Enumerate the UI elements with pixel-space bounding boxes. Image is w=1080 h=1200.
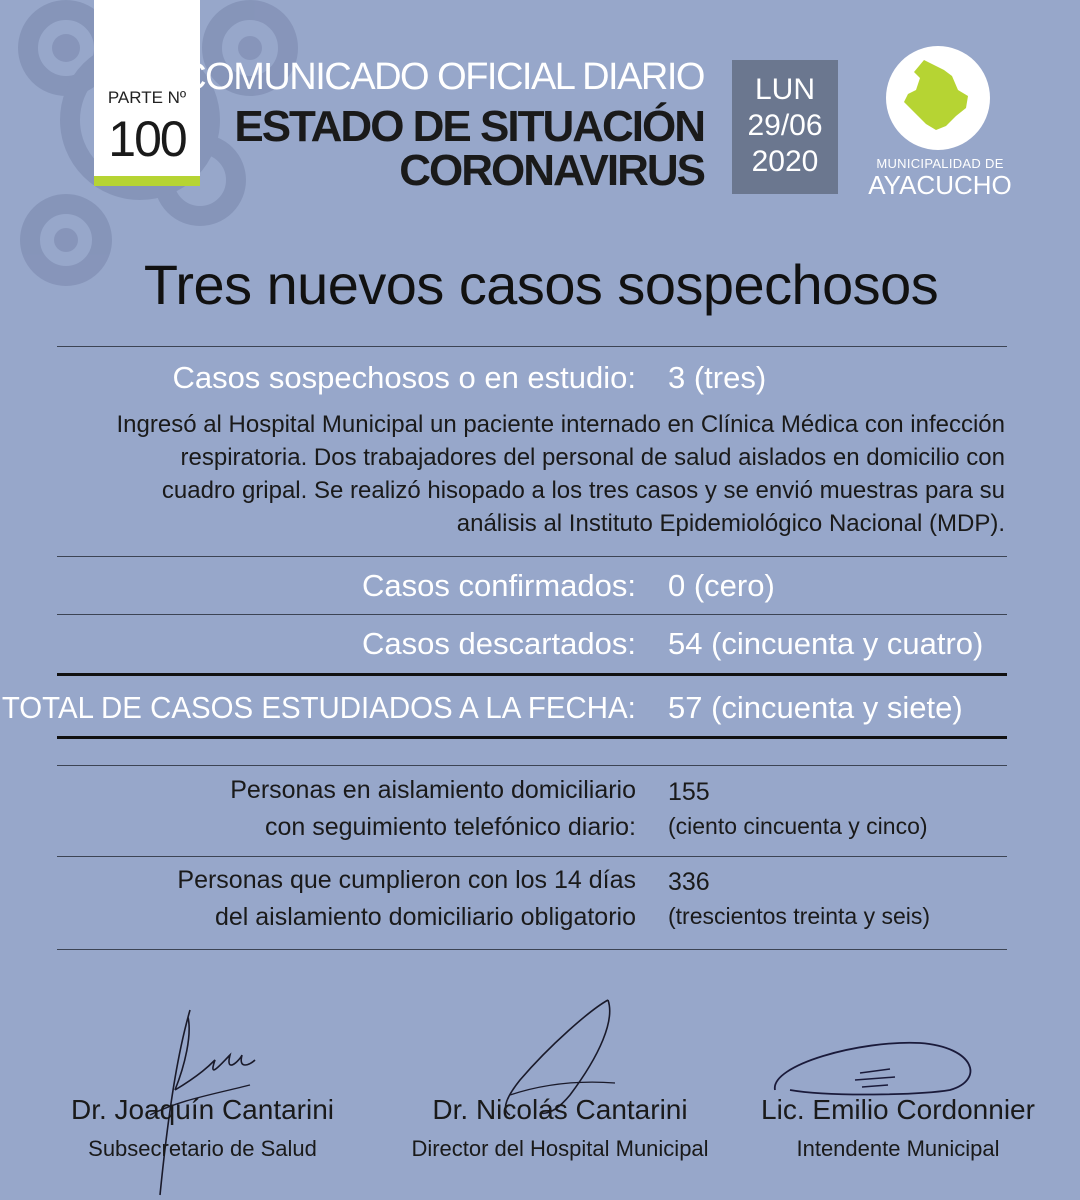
- ayacucho-map-icon: [886, 46, 990, 150]
- completed-value: 336: [668, 868, 710, 896]
- description-line: respiratoria. Dos trabajadores del personal de salud aislados en domicilio con: [180, 444, 1005, 471]
- signatory-role: Director del Hospital Municipal: [411, 1136, 709, 1161]
- part-label: PARTE Nº: [107, 88, 187, 107]
- header-title-line2: CORONAVIRUS: [399, 146, 704, 195]
- divider: [57, 736, 1007, 739]
- completed-label-line: del aislamiento domiciliario obligatorio: [214, 903, 636, 931]
- logo-text-city: AYACUCHO: [868, 170, 1012, 200]
- divider: [57, 556, 1007, 557]
- completed-value-words: (trescientos treinta y seis): [668, 903, 931, 929]
- divider: [57, 673, 1007, 676]
- total-value: 57 (cincuenta y siete): [668, 690, 963, 725]
- date-box: [732, 60, 838, 194]
- isolation-label: [230, 772, 636, 846]
- signatory-role: Intendente Municipal: [796, 1136, 1000, 1161]
- suspects-value: 3 (tres): [668, 360, 767, 395]
- description-line: análisis al Instituto Epidemiológico Nacional (MDP).: [456, 510, 1005, 537]
- divider: [57, 765, 1007, 766]
- divider: [57, 346, 1007, 347]
- signatory-name: Dr. Nicolás Cantarini: [432, 1094, 688, 1125]
- isolation-value-words: (ciento cincuenta y cinco): [668, 813, 928, 839]
- date-weekday: LUN: [754, 73, 815, 106]
- header-title-line1: ESTADO DE SITUACIÓN: [234, 102, 704, 151]
- signatory-name: Lic. Emilio Cordonnier: [761, 1094, 1035, 1125]
- description-line: Ingresó al Hospital Municipal un paciente internado en Clínica Médica con infección: [116, 411, 1005, 438]
- municipality-logo: [886, 46, 990, 150]
- headline: Tres nuevos casos sospechosos: [143, 253, 939, 316]
- completed-label-line: Personas que cumplieron con los 14 días: [177, 866, 636, 894]
- discarded-label: Casos descartados:: [362, 626, 636, 661]
- confirmed-label: Casos confirmados:: [362, 568, 636, 603]
- description-line: cuadro gripal. Se realizó hisopado a los tres casos y se envió muestras para su: [161, 477, 1005, 504]
- divider: [57, 856, 1007, 857]
- confirmed-value: 0 (cero): [668, 568, 775, 603]
- isolation-label-line: con seguimiento telefónico diario:: [264, 813, 636, 841]
- part-number: 100: [108, 111, 186, 167]
- signatory-role: Subsecretario de Salud: [88, 1136, 317, 1161]
- suspects-label: Casos sospechosos o en estudio:: [172, 360, 636, 395]
- isolation-value: 155: [668, 778, 710, 806]
- divider: [57, 949, 1007, 950]
- isolation-label-line: Personas en aislamiento domiciliario: [230, 776, 636, 804]
- completed-label: [177, 862, 636, 936]
- logo-text-municipality: MUNICIPALIDAD DE: [876, 156, 1004, 171]
- total-label: TOTAL DE CASOS ESTUDIADOS A LA FECHA:: [2, 690, 636, 725]
- header-subtitle: COMUNICADO OFICIAL DIARIO: [179, 56, 704, 98]
- signatory-name: Dr. Joaquín Cantarini: [70, 1094, 335, 1125]
- badge-accent-bar: [94, 176, 200, 186]
- suspects-description: [60, 408, 1005, 540]
- date-day-month: 29/06: [747, 109, 823, 142]
- date-year: 2020: [751, 145, 819, 178]
- divider: [57, 614, 1007, 615]
- discarded-value: 54 (cincuenta y cuatro): [668, 626, 984, 661]
